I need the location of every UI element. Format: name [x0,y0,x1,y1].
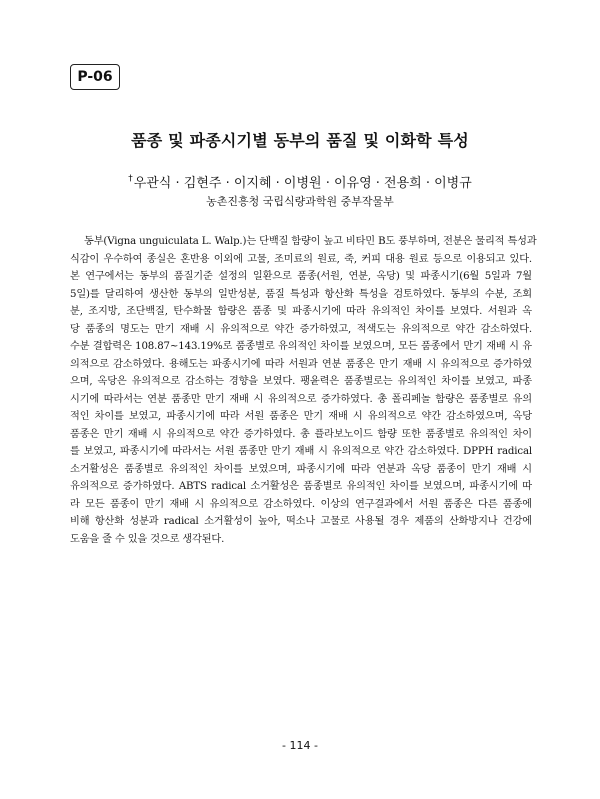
abstract-line: 분, 조지방, 조단백질, 탄수화물 함량은 품종 및 파종시기에 따라 유의적인 차이를 보였다. 서원과 옥 [70,306,532,317]
abstract-line: 소거활성은 품종별로 유의적인 차이를 보였으며, 파종시기에 따라 연분과 옥당 품종이 만기 재배 시 [70,463,532,475]
abstract-line: 으며, 옥당은 유의적으로 감소하는 경향을 보였다. 팽윤력은 품종별로는 유의적인 차이를 보였고, 파종 [70,376,532,387]
abstract-line: 본 연구에서는 동부의 품질기준 설정의 일환으로 품종(서원, 연분, 옥당) 및 파종시기(6월 5일과 7월 [70,271,532,282]
abstract-line: 라 모든 품종이 만기 재배 시 유의적으로 감소하였다. 이상의 연구결과에서 서원 품종은 다른 품종에 [70,498,532,510]
author-names: 우관식 · 김현주 · 이지혜 · 이병원 · 이유영 · 전용희 · 이병규 [133,176,472,191]
abstract-line: 비해 항산화 성분과 radical 소거활성이 높아, 떡소나 고물로 사용될 경우 제품의 산화방지나 건강에 [70,516,532,527]
affiliation: 농촌진흥청 국립식량과학원 중부작물부 [206,195,394,208]
abstract-line: 시기에 따라서는 연분 품종만 만기 재배 시 유의적으로 증가하였다. 총 폴리페놀 함량은 품종별로 유의 [70,393,532,405]
abstract-line: 당 품종의 명도는 만기 재배 시 유의적으로 약간 증가하였고, 적색도는 유의적으로 약간 감소하였다. [70,323,532,335]
poster-code-label: P-06 [70,64,120,90]
abstract-line: 적인 차이를 보였고, 파종시기에 따라 서원 품종은 만기 재배 시 유의적으로 약간 감소하였으며, 옥당 [70,411,532,422]
author-list [0,172,600,191]
abstract-line: 식감이 우수하여 종실은 혼반용 이외에 고물, 조미료의 원료, 죽, 커피 대용 원료 등으로 이용되고 있다. [70,253,532,265]
abstract-line: 도움을 줄 수 있을 것으로 생각된다. [70,533,225,545]
abstract-line: 동부(Vigna unguiculata L. Walp.)는 단백질 함량이 높고 비타민 B도 풍부하며, 전분은 물리적 특성과 [84,236,537,247]
abstract-line: 5일)를 달리하여 생산한 동부의 일반성분, 품질 특성과 항산화 특성을 검토하였다. 동부의 수분, 조회 [70,288,532,300]
abstract-line: 유의적으로 증가하였다. ABTS radical 소거활성은 품종별로 유의적인 차이를 보였으며, 파종시기에 따 [70,481,532,492]
page-number: - 114 - [282,739,318,752]
abstract-line: 의적으로 감소하였다. 용해도는 파종시기에 따라 서원과 연분 품종은 만기 재배 시 유의적으로 증가하였 [70,358,532,370]
abstract-line: 를 보였고, 파종시기에 따라서는 서원 품종만 만기 재배 시 유의적으로 약간 감소하였다. DPPH radical [70,446,532,457]
corresponding-author-marker: † [128,174,133,184]
paper-title: 품종 및 파종시기별 동부의 품질 및 이화학 특성 [131,131,469,150]
abstract-line: 품종은 만기 재배 시 유의적으로 약간 증가하였다. 총 플라보노이드 함량 또한 품종별로 유의적인 차이 [70,428,532,440]
abstract-line: 수분 결합력은 108.87~143.19%로 품종별로 유의적인 차이를 보였으며, 모든 품종에서 만기 재배 시 유 [70,341,532,352]
abstract-body [70,233,537,548]
